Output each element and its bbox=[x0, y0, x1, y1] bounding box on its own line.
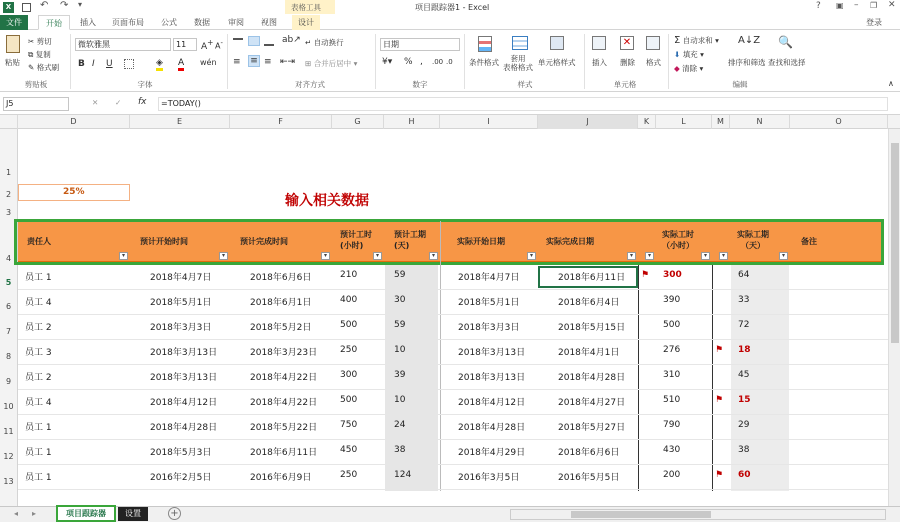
group-label-number: 数字 bbox=[412, 80, 428, 89]
cell-plan-start[interactable]: 2016年2月5日 bbox=[150, 473, 212, 483]
orientation-icon[interactable]: ab↗ bbox=[282, 35, 301, 45]
font-color-icon[interactable]: A bbox=[178, 58, 184, 71]
plan-days-shading bbox=[385, 265, 438, 491]
sigma-icon: Σ bbox=[674, 35, 681, 46]
scissors-icon: ✂ bbox=[28, 37, 35, 46]
row-header-1[interactable]: 1 bbox=[0, 168, 18, 177]
grow-font-icon[interactable]: A+ bbox=[201, 38, 214, 52]
cell-plan-start[interactable]: 2018年5月3日 bbox=[150, 448, 212, 458]
tab-page-layout[interactable]: 页面布局 bbox=[112, 18, 144, 27]
col-header-K[interactable]: K bbox=[638, 115, 656, 129]
phonetic-icon[interactable]: wén bbox=[200, 58, 217, 67]
brush-icon: ✎ bbox=[28, 63, 35, 72]
cell-act-days[interactable]: 38 bbox=[738, 445, 750, 455]
group-label-styles: 样式 bbox=[517, 80, 533, 89]
delete-cells-icon[interactable]: ✕ bbox=[620, 36, 634, 50]
col-header-L[interactable]: L bbox=[656, 115, 712, 129]
ribbon bbox=[0, 31, 900, 92]
merge-label: 合并后居中 bbox=[313, 59, 352, 68]
cell-act-end[interactable]: 2018年5月15日 bbox=[558, 323, 626, 333]
filter-dropdown-flag1[interactable]: ▾ bbox=[645, 252, 654, 260]
align-bottom-icon[interactable] bbox=[264, 38, 274, 46]
cell-act-end[interactable]: 2018年6月11日 bbox=[558, 273, 626, 283]
format-as-table-button[interactable]: 套用 表格格式 bbox=[503, 54, 533, 72]
align-right-icon[interactable]: ≡ bbox=[264, 57, 272, 67]
context-tab-group bbox=[285, 0, 335, 14]
cell-plan-end[interactable]: 2018年6月1日 bbox=[250, 298, 312, 308]
filter-dropdown-plan-start[interactable]: ▾ bbox=[219, 252, 228, 260]
fill-button[interactable]: ⬇ 填充 ▾ bbox=[674, 50, 704, 59]
cell-act-end[interactable]: 2016年5月5日 bbox=[558, 473, 620, 483]
cell-owner[interactable]: 员工 1 bbox=[25, 273, 52, 283]
cell-act-start[interactable]: 2018年3月3日 bbox=[458, 323, 520, 333]
bold-button[interactable]: B bbox=[78, 59, 85, 69]
cell-plan-days[interactable]: 10 bbox=[394, 345, 406, 355]
cell-act-start[interactable]: 2016年3月5日 bbox=[458, 473, 520, 483]
row-header-4[interactable]: 4 bbox=[0, 254, 18, 263]
cell-plan-hours[interactable]: 500 bbox=[340, 395, 358, 405]
header-plan-end: 预计完成时间 bbox=[240, 237, 288, 246]
header-act-start: 实际开始日期 bbox=[457, 237, 505, 246]
border-icon[interactable] bbox=[124, 59, 134, 69]
row-header-10[interactable]: 10 bbox=[0, 402, 18, 411]
horizontal-scrollbar[interactable] bbox=[510, 509, 886, 520]
filter-dropdown-flag2[interactable]: ▾ bbox=[719, 252, 728, 260]
row-header-6[interactable]: 6 bbox=[0, 302, 18, 311]
cell-plan-start[interactable]: 2018年4月28日 bbox=[150, 423, 218, 433]
row-header-9[interactable]: 9 bbox=[0, 377, 18, 386]
excel-logo-icon: X bbox=[3, 2, 14, 13]
cell-plan-end[interactable]: 2018年6月6日 bbox=[250, 273, 312, 283]
annotation-text: 输入相关数据 bbox=[285, 193, 369, 209]
cell-act-hours[interactable]: 310 bbox=[663, 370, 681, 380]
cell-plan-start[interactable]: 2018年3月13日 bbox=[150, 348, 218, 358]
enter-formula-icon[interactable]: ✓ bbox=[115, 98, 122, 107]
header-plan-start: 预计开始时间 bbox=[140, 237, 188, 246]
row-header-2[interactable]: 2 bbox=[0, 190, 18, 199]
insert-cells-icon[interactable] bbox=[592, 36, 606, 50]
cell-plan-start[interactable]: 2018年3月3日 bbox=[150, 323, 212, 333]
minimize-icon[interactable]: – bbox=[854, 0, 859, 10]
group-label-font: 字体 bbox=[137, 80, 153, 89]
cell-plan-hours[interactable]: 300 bbox=[340, 370, 358, 380]
col-header-O[interactable]: O bbox=[790, 115, 888, 129]
col-header-M[interactable]: M bbox=[712, 115, 730, 129]
ribbon-tabs bbox=[0, 15, 900, 30]
cell-act-days[interactable]: 45 bbox=[738, 370, 750, 380]
comma-button[interactable]: , bbox=[420, 57, 423, 67]
row-header-13[interactable]: 13 bbox=[0, 477, 18, 486]
sort-filter-icon[interactable]: A↓Z bbox=[738, 35, 761, 46]
cell-act-hours[interactable]: 510 bbox=[663, 395, 681, 405]
cell-plan-end[interactable]: 2018年5月2日 bbox=[250, 323, 312, 333]
filter-dropdown-act-start[interactable]: ▾ bbox=[527, 252, 536, 260]
row-header-8[interactable]: 8 bbox=[0, 352, 18, 361]
col-header-I[interactable]: I bbox=[440, 115, 538, 129]
cell-owner[interactable]: 员工 4 bbox=[25, 398, 52, 408]
cell-act-start[interactable]: 2018年4月7日 bbox=[458, 273, 520, 283]
progress-percent-cell[interactable] bbox=[18, 184, 130, 201]
cell-plan-end[interactable]: 2018年4月22日 bbox=[250, 373, 318, 383]
eraser-icon: ◆ bbox=[674, 64, 680, 73]
tab-review[interactable]: 审阅 bbox=[228, 18, 244, 27]
ribbon-display-icon[interactable]: ▣ bbox=[836, 1, 844, 10]
name-box[interactable]: J5 bbox=[3, 97, 69, 111]
cell-plan-start[interactable]: 2018年4月12日 bbox=[150, 398, 218, 408]
cell-owner[interactable]: 员工 1 bbox=[25, 473, 52, 483]
shrink-font-icon[interactable]: A- bbox=[215, 39, 223, 51]
col-header-E[interactable]: E bbox=[130, 115, 230, 129]
header-act-days: 实际工期 （天） bbox=[737, 230, 769, 250]
cell-plan-hours[interactable]: 210 bbox=[340, 270, 358, 280]
cell-act-days[interactable]: 64 bbox=[738, 270, 750, 280]
undo-icon[interactable]: ↶ bbox=[40, 0, 49, 11]
font-size-select[interactable]: 11 bbox=[173, 38, 197, 51]
font-name-select[interactable]: 微软雅黑 bbox=[75, 38, 171, 51]
maximize-icon[interactable]: ❐ bbox=[870, 1, 878, 10]
cell-plan-hours[interactable]: 250 bbox=[340, 470, 358, 480]
align-middle-icon[interactable] bbox=[248, 36, 260, 46]
cell-plan-days[interactable]: 30 bbox=[394, 295, 406, 305]
group-label-alignment: 对齐方式 bbox=[295, 80, 325, 89]
cell-plan-end[interactable]: 2018年3月23日 bbox=[250, 348, 318, 358]
row-header-3[interactable]: 3 bbox=[0, 208, 18, 217]
cell-styles-icon[interactable] bbox=[550, 36, 564, 50]
tab-design[interactable]: 设计 bbox=[292, 15, 320, 30]
indent-icon[interactable]: ⇤⇥ bbox=[280, 57, 296, 67]
header-act-hours: 实际工时 （小时） bbox=[662, 230, 694, 250]
underline-button[interactable]: U bbox=[106, 59, 113, 69]
tab-view[interactable]: 视图 bbox=[261, 18, 277, 27]
cell-act-start[interactable]: 2018年3月13日 bbox=[458, 348, 526, 358]
close-icon[interactable]: ✕ bbox=[888, 0, 896, 10]
increase-decimal-icon[interactable]: .00 bbox=[432, 58, 444, 66]
sheet-tab-tracker[interactable] bbox=[56, 505, 116, 522]
formula-bar bbox=[0, 93, 900, 115]
sheet-tab-settings[interactable] bbox=[118, 507, 148, 521]
sheet-tab-tracker-label: 项目跟踪器 bbox=[66, 509, 106, 518]
col-header-H[interactable]: H bbox=[384, 115, 440, 129]
format-painter-button[interactable] bbox=[28, 62, 59, 73]
row-header-5[interactable]: 5 bbox=[0, 278, 18, 287]
decrease-decimal-icon[interactable]: .0 bbox=[446, 58, 453, 66]
group-label-cells: 单元格 bbox=[613, 80, 637, 89]
cell-owner[interactable]: 员工 2 bbox=[25, 323, 52, 333]
format-cells-icon[interactable] bbox=[646, 36, 660, 50]
tab-formulas[interactable]: 公式 bbox=[161, 18, 177, 27]
h-scroll-thumb[interactable] bbox=[571, 511, 711, 518]
filter-dropdown-act-hours[interactable]: ▾ bbox=[701, 252, 710, 260]
border-i bbox=[440, 221, 441, 491]
cell-act-hours[interactable]: 300 bbox=[663, 270, 682, 280]
progress-percent: 25% bbox=[63, 187, 85, 197]
header-plan-hours: 预计工时 (小时) bbox=[340, 230, 372, 250]
header-notes: 备注 bbox=[801, 237, 817, 246]
cell-act-start[interactable]: 2018年3月13日 bbox=[458, 373, 526, 383]
cell-plan-end[interactable]: 2016年6月9日 bbox=[250, 473, 312, 483]
header-act-end: 实际完成日期 bbox=[546, 237, 594, 246]
cell-plan-hours[interactable]: 750 bbox=[340, 420, 358, 430]
border-k bbox=[638, 265, 639, 491]
cell-plan-days[interactable]: 39 bbox=[394, 370, 406, 380]
cell-plan-end[interactable]: 2018年6月11日 bbox=[250, 448, 318, 458]
cell-act-start[interactable]: 2018年4月28日 bbox=[458, 423, 526, 433]
paste-icon[interactable] bbox=[6, 35, 20, 53]
fill-label: 填充 bbox=[682, 50, 698, 59]
percent-button[interactable]: % bbox=[404, 57, 413, 67]
select-all-corner[interactable] bbox=[0, 115, 18, 129]
qat-more-icon[interactable]: ▾ bbox=[78, 0, 83, 9]
cell-act-days[interactable]: 72 bbox=[738, 320, 750, 330]
col-header-F[interactable]: F bbox=[230, 115, 332, 129]
col-header-D[interactable]: D bbox=[18, 115, 130, 129]
cell-plan-hours[interactable]: 250 bbox=[340, 345, 358, 355]
act-days-shading bbox=[731, 265, 789, 491]
col-header-G[interactable]: G bbox=[332, 115, 384, 129]
cell-act-start[interactable]: 2018年5月1日 bbox=[458, 298, 520, 308]
cell-plan-hours[interactable]: 450 bbox=[340, 445, 358, 455]
window-title: 项目跟踪器1 - Excel bbox=[415, 3, 490, 12]
format-as-table-icon[interactable] bbox=[512, 36, 528, 50]
vertical-scrollbar[interactable] bbox=[888, 129, 900, 506]
copy-icon: ⧉ bbox=[28, 50, 34, 59]
cell-act-hours[interactable]: 200 bbox=[663, 470, 681, 480]
cell-plan-days[interactable]: 24 bbox=[394, 420, 406, 430]
flag-icon: ⚑ bbox=[715, 470, 724, 480]
cell-act-hours[interactable]: 276 bbox=[663, 345, 681, 355]
col-header-J[interactable]: J bbox=[538, 115, 638, 129]
cell-act-days[interactable]: 33 bbox=[738, 295, 750, 305]
cell-act-end[interactable]: 2018年4月28日 bbox=[558, 373, 626, 383]
clear-button[interactable]: ◆ 清除 ▾ bbox=[674, 64, 704, 73]
wrap-text-label: 自动换行 bbox=[313, 38, 344, 47]
autosum-button[interactable]: Σ 自动求和 ▾ bbox=[674, 35, 719, 46]
cell-plan-days[interactable]: 38 bbox=[394, 445, 406, 455]
cell-act-end[interactable]: 2018年6月4日 bbox=[558, 298, 620, 308]
filter-dropdown-plan-hours[interactable]: ▾ bbox=[373, 252, 382, 260]
title-bar bbox=[0, 0, 900, 15]
copy-button[interactable] bbox=[28, 49, 51, 60]
cell-act-hours[interactable]: 500 bbox=[663, 320, 681, 330]
cell-plan-start[interactable]: 2018年3月13日 bbox=[150, 373, 218, 383]
fill-color-icon[interactable]: ◈ bbox=[156, 58, 163, 71]
align-center-icon[interactable]: ≡ bbox=[248, 55, 260, 67]
cell-act-start[interactable]: 2018年4月29日 bbox=[458, 448, 526, 458]
column-headers bbox=[0, 115, 900, 129]
tab-data[interactable]: 数据 bbox=[194, 18, 210, 27]
align-left-icon[interactable]: ≡ bbox=[233, 57, 241, 67]
cell-plan-start[interactable]: 2018年4月7日 bbox=[150, 273, 212, 283]
filter-dropdown-act-days[interactable]: ▾ bbox=[779, 252, 788, 260]
group-label-clipboard: 剪贴板 bbox=[24, 80, 48, 89]
formula-input[interactable]: =TODAY() bbox=[158, 97, 888, 111]
cell-act-hours[interactable]: 790 bbox=[663, 420, 681, 430]
group-label-editing: 编辑 bbox=[732, 80, 748, 89]
format-painter-label: 格式刷 bbox=[36, 63, 60, 72]
delete-cells-button[interactable]: 删除 bbox=[620, 58, 635, 67]
selected-cell-outline bbox=[538, 266, 638, 288]
merge-center-button[interactable]: ⊞ 合并后居中 ▾ bbox=[305, 59, 358, 68]
cell-plan-start[interactable]: 2018年5月1日 bbox=[150, 298, 212, 308]
cell-plan-hours[interactable]: 400 bbox=[340, 295, 358, 305]
clear-label: 清除 bbox=[682, 64, 698, 73]
cell-act-days[interactable]: 15 bbox=[738, 395, 751, 405]
filter-dropdown-plan-days[interactable]: ▾ bbox=[429, 252, 438, 260]
autosum-label: 自动求和 bbox=[682, 36, 713, 45]
cell-owner[interactable]: 员工 4 bbox=[25, 298, 52, 308]
find-select-icon[interactable]: 🔍 bbox=[778, 35, 793, 49]
cell-plan-days[interactable]: 10 bbox=[394, 395, 406, 405]
conditional-format-button[interactable]: 条件格式 bbox=[469, 58, 499, 67]
cell-owner[interactable]: 员工 1 bbox=[25, 423, 52, 433]
tab-home[interactable]: 开始 bbox=[38, 15, 70, 30]
flag-icon: ⚑ bbox=[715, 395, 724, 405]
col-header-N[interactable]: N bbox=[730, 115, 790, 129]
flag-icon: ⚑ bbox=[715, 345, 724, 355]
cut-label: 剪切 bbox=[36, 37, 52, 46]
row-header-7[interactable]: 7 bbox=[0, 327, 18, 336]
sign-in-link[interactable]: 登录 bbox=[866, 18, 882, 27]
tab-insert[interactable]: 插入 bbox=[80, 18, 96, 27]
filter-dropdown-owner[interactable]: ▾ bbox=[119, 252, 128, 260]
number-format-select[interactable]: 日期 bbox=[380, 38, 460, 51]
cell-act-days[interactable]: 60 bbox=[738, 470, 751, 480]
filter-dropdown-act-end[interactable]: ▾ bbox=[627, 252, 636, 260]
cell-act-hours[interactable]: 430 bbox=[663, 445, 681, 455]
cancel-formula-icon[interactable]: ✕ bbox=[92, 98, 99, 107]
filter-dropdown-plan-end[interactable]: ▾ bbox=[321, 252, 330, 260]
copy-label: 复制 bbox=[35, 50, 51, 59]
conditional-format-icon[interactable] bbox=[478, 36, 492, 52]
cell-act-days[interactable]: 29 bbox=[738, 420, 750, 430]
insert-cells-button[interactable]: 插入 bbox=[592, 58, 607, 67]
cell-plan-end[interactable]: 2018年4月22日 bbox=[250, 398, 318, 408]
save-icon[interactable] bbox=[22, 3, 31, 12]
cell-plan-days[interactable]: 124 bbox=[394, 470, 412, 480]
header-plan-days: 预计工期 (天) bbox=[394, 230, 426, 250]
prev-sheet-icon[interactable]: ◂ bbox=[14, 509, 19, 518]
redo-icon[interactable]: ↷ bbox=[60, 0, 69, 11]
cell-act-end[interactable]: 2018年4月27日 bbox=[558, 398, 626, 408]
cell-plan-hours[interactable]: 500 bbox=[340, 320, 358, 330]
border-m bbox=[712, 265, 713, 491]
sheet-tab-bar bbox=[0, 506, 900, 522]
cell-owner[interactable]: 员工 3 bbox=[25, 348, 52, 358]
next-sheet-icon[interactable]: ▸ bbox=[32, 509, 37, 518]
fill-down-icon: ⬇ bbox=[674, 50, 681, 59]
cell-act-end[interactable]: 2018年4月1日 bbox=[558, 348, 620, 358]
flag-icon: ⚑ bbox=[641, 270, 650, 280]
insert-function-button[interactable]: fx bbox=[138, 97, 147, 107]
currency-icon[interactable]: ¥▾ bbox=[382, 57, 393, 67]
cell-act-hours[interactable]: 390 bbox=[663, 295, 681, 305]
row-headers bbox=[0, 129, 18, 506]
collapse-ribbon-icon[interactable]: ∧ bbox=[888, 79, 894, 88]
row-header-12[interactable]: 12 bbox=[0, 452, 18, 461]
sheet-tab-settings-label: 设置 bbox=[125, 509, 141, 518]
format-cells-button[interactable]: 格式 bbox=[646, 58, 661, 67]
cell-owner[interactable]: 员工 1 bbox=[25, 448, 52, 458]
scroll-thumb[interactable] bbox=[891, 143, 899, 343]
cell-plan-days[interactable]: 59 bbox=[394, 270, 406, 280]
help-icon[interactable]: ? bbox=[816, 1, 821, 11]
tab-file[interactable]: 文件 bbox=[0, 15, 28, 30]
context-tab-group-label: 表格工具 bbox=[291, 3, 321, 12]
align-top-icon[interactable] bbox=[233, 38, 243, 46]
paste-button[interactable]: 粘贴 bbox=[5, 58, 20, 67]
cell-act-end[interactable]: 2018年6月6日 bbox=[558, 448, 620, 458]
cell-plan-end[interactable]: 2018年5月22日 bbox=[250, 423, 318, 433]
wrap-text-button[interactable] bbox=[305, 37, 344, 48]
cut-button[interactable] bbox=[28, 36, 52, 47]
add-sheet-icon[interactable]: + bbox=[168, 507, 181, 520]
merge-icon: ⊞ bbox=[305, 59, 312, 68]
cell-act-end[interactable]: 2018年5月27日 bbox=[558, 423, 626, 433]
italic-button[interactable]: I bbox=[92, 59, 95, 69]
find-select-button[interactable]: 查找和选择 bbox=[768, 58, 806, 67]
wrap-icon: ↵ bbox=[305, 38, 312, 47]
cell-owner[interactable]: 员工 2 bbox=[25, 373, 52, 383]
cell-styles-button[interactable]: 单元格样式 bbox=[538, 58, 576, 67]
cell-act-days[interactable]: 18 bbox=[738, 345, 751, 355]
cell-act-start[interactable]: 2018年4月12日 bbox=[458, 398, 526, 408]
cell-plan-days[interactable]: 59 bbox=[394, 320, 406, 330]
header-owner: 责任人 bbox=[27, 237, 51, 246]
sort-filter-button[interactable]: 排序和筛选 bbox=[728, 58, 766, 67]
row-header-11[interactable]: 11 bbox=[0, 427, 18, 436]
